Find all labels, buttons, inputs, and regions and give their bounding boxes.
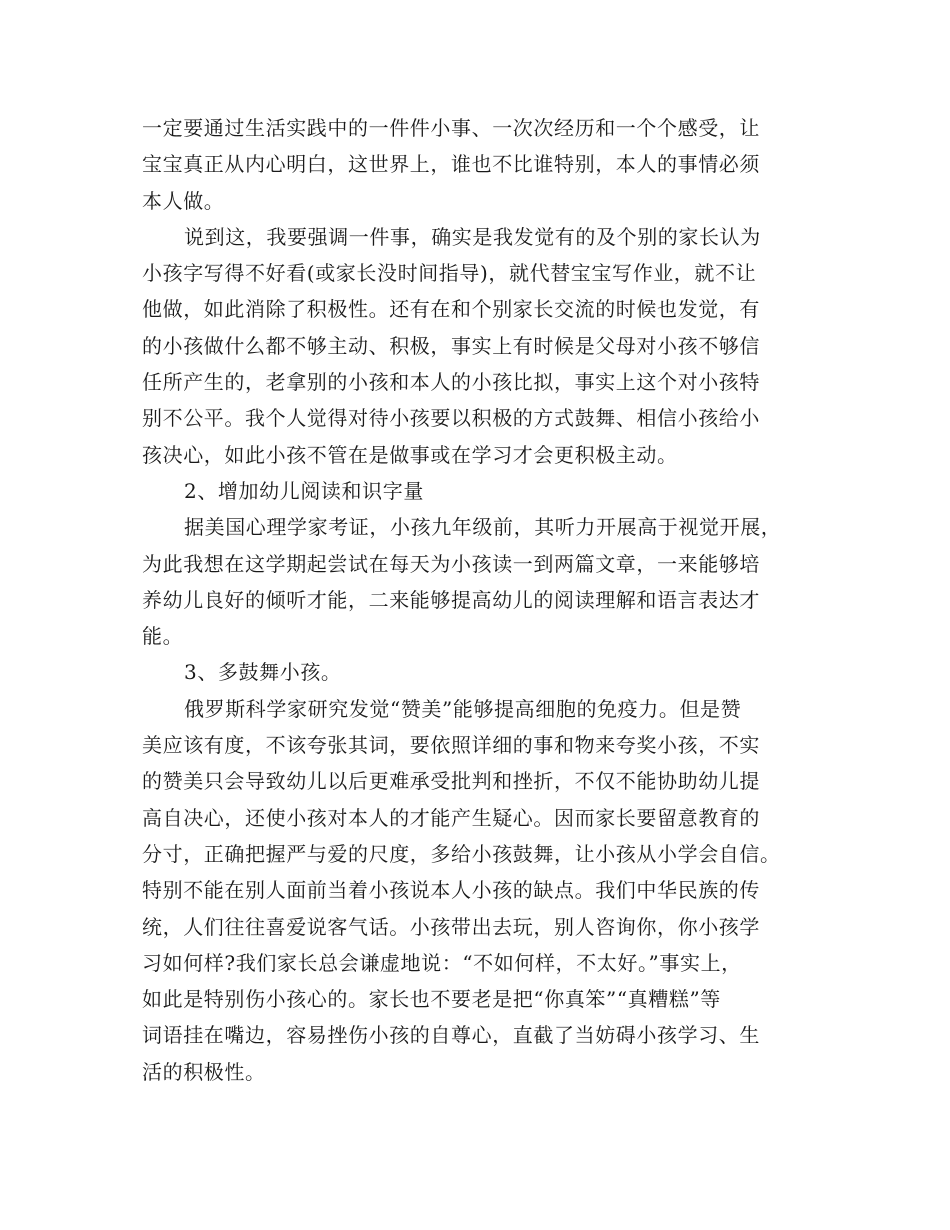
text-line: 据美国心理学家考证，小孩九年级前，其听力开展高于视觉开展， — [184, 515, 782, 540]
text-line: 俄罗斯科学家研究发觉“赞美”能够提高细胞的免疫力。但是赞 — [184, 696, 742, 721]
text-line: 高自决心，还使小孩对本人的才能产生疑心。因而家长要留意教育的 — [142, 805, 760, 830]
text-line: 说到这，我要强调一件事，确实是我发觉有的及个别的家长认为 — [184, 224, 761, 249]
text-line: 活的积极性。 — [142, 1059, 266, 1084]
text-line: 的小孩做什么都不够主动、积极，事实上有时候是父母对小孩不够信 — [142, 333, 760, 358]
text-line: 统，人们往往喜爱说客气话。小孩带出去玩，别人咨询你，你小孩学 — [142, 914, 760, 939]
text-line: 习如何样?我们家长总会谦虚地说：“不如何样，不太好。”事实上， — [142, 950, 742, 975]
text-line: 一定要通过生活实践中的一件件小事、一次次经历和一个个感受，让 — [142, 116, 760, 140]
text-line: 任所产生的，老拿别的小孩和本人的小孩比拟，事实上这个对小孩特 — [142, 370, 760, 395]
text-line: 能。 — [142, 624, 184, 649]
text-line: 3、多鼓舞小孩。 — [184, 660, 342, 685]
text-line: 养幼儿良好的倾听才能，二来能够提高幼儿的阅读理解和语言表达才 — [142, 587, 760, 612]
text-line: 他做，如此消除了积极性。还有在和个别家长交流的时候也发觉，有 — [142, 297, 760, 322]
text-line: 的赞美只会导致幼儿以后更难承受批判和挫折，不仅不能协助幼儿提 — [142, 769, 760, 794]
text-line: 别不公平。我个人觉得对待小孩要以积极的方式鼓舞、相信小孩给小 — [142, 406, 760, 431]
text-line: 宝宝真正从内心明白，这世界上，谁也不比谁特别，本人的事情必须 — [142, 152, 760, 177]
text-line: 孩决心，如此小孩不管在是做事或在学习才会更积极主动。 — [142, 442, 678, 467]
document-page — [142, 110, 814, 1090]
text-line: 本人做。 — [142, 188, 225, 213]
text-line: 词语挂在嘴边，容易挫伤小孩的自尊心，直截了当妨碍小孩学习、生 — [142, 1023, 760, 1048]
text-line: 小孩字写得不好看(或家长没时间指导)，就代替宝宝写作业，就不让 — [142, 261, 757, 286]
text-line: 为此我想在这学期起尝试在每天为小孩读一到两篇文章，一来能够培 — [142, 551, 760, 576]
text-line: 如此是特别伤小孩心的。家长也不要老是把“你真笨”“真糟糕”等 — [142, 987, 721, 1012]
text-line: 分寸，正确把握严与爱的尺度，多给小孩鼓舞，让小孩从小学会自信。 — [142, 841, 781, 866]
text-line: 美应该有度，不该夸张其词，要依照详细的事和物来夸奖小孩，不实 — [142, 733, 760, 758]
text-line: 2、增加幼儿阅读和识字量 — [184, 478, 424, 503]
text-line: 特别不能在别人面前当着小孩说本人小孩的缺点。我们中华民族的传 — [142, 878, 760, 903]
